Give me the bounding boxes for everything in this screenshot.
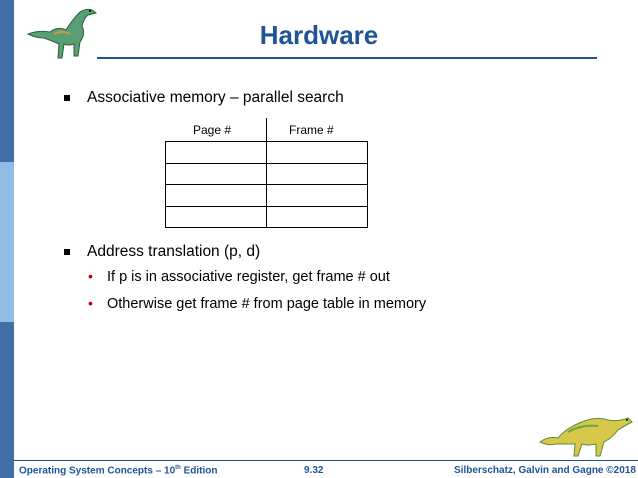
square-bullet-icon <box>64 95 70 101</box>
table-row <box>166 163 368 185</box>
table-cell <box>166 163 267 185</box>
table-cell <box>166 185 267 207</box>
footer-book-sup: th <box>175 465 181 471</box>
bullet-associative-memory: Associative memory – parallel search <box>87 89 344 106</box>
title-underline <box>97 57 597 59</box>
dot-bullet-icon: • <box>88 268 93 284</box>
accent-bar-middle <box>0 162 14 322</box>
table-row <box>166 206 368 228</box>
table-cell <box>267 142 368 164</box>
dot-bullet-icon: • <box>88 295 93 311</box>
table-cell <box>166 142 267 164</box>
table-row <box>166 142 368 164</box>
table-header-page: Page # <box>193 123 232 137</box>
footer-book-title <box>19 465 218 476</box>
left-accent-bar <box>0 0 14 478</box>
sub-bullet-associative-register: If p is in associative register, get frame # out <box>107 269 390 285</box>
table-row <box>166 185 368 207</box>
accent-bar-bottom <box>0 322 14 478</box>
footer-book-suffix: Edition <box>180 465 218 477</box>
sub-bullet-page-table: Otherwise get frame # from page table in memory <box>107 296 427 312</box>
table-header-divider <box>266 118 267 142</box>
associative-memory-table <box>165 141 368 228</box>
table-header-frame: Frame # <box>289 123 334 137</box>
footer-page-number: 9.32 <box>304 465 324 476</box>
slide-title: Hardware <box>259 20 379 50</box>
square-bullet-icon <box>64 249 70 255</box>
footer-rule <box>14 460 638 461</box>
footer-book-prefix: Operating System Concepts – 10 <box>19 465 176 477</box>
table-cell <box>267 206 368 228</box>
bullet-address-translation: Address translation (p, d) <box>87 243 261 260</box>
table-cell <box>267 185 368 207</box>
footer-copyright: Silberschatz, Galvin and Gagne ©2018 <box>454 465 636 476</box>
table-cell <box>166 206 267 228</box>
table-cell <box>267 163 368 185</box>
dinosaur-bottom-logo-icon <box>538 408 634 460</box>
